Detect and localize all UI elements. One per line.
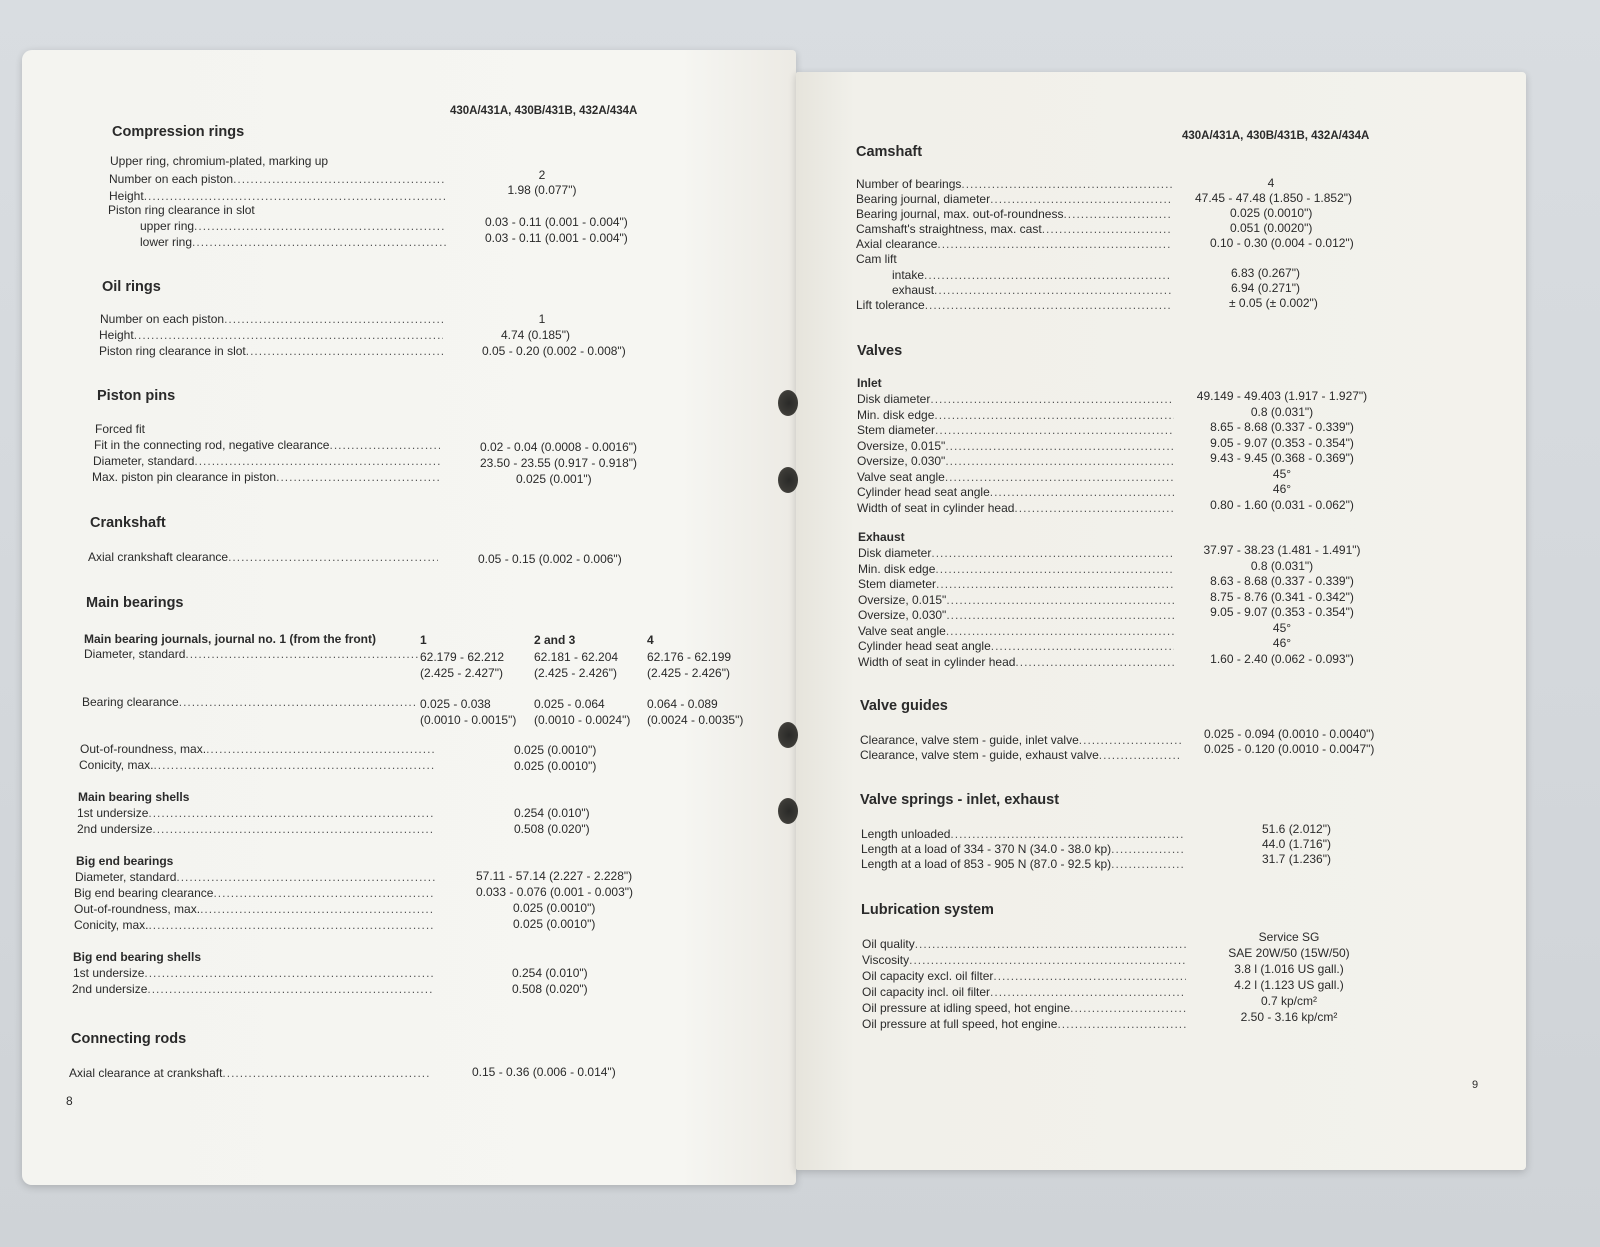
- subsection-title: Main bearing shells: [78, 790, 190, 804]
- spec-label: Clearance, valve stem - guide, inlet valve .....: [860, 733, 1182, 747]
- spec-value: 0.064 - 0.089: [647, 697, 718, 711]
- binder-hole: [778, 722, 798, 748]
- spec-value: 0.05 - 0.15 (0.002 - 0.006"): [478, 552, 622, 566]
- spec-value: 0.80 - 1.60 (0.031 - 0.062"): [1210, 497, 1354, 512]
- subsection-title: Big end bearing shells: [73, 950, 202, 964]
- spec-label: Axial clearance at crankshaft .....: [69, 1066, 431, 1080]
- spec-label: Min. disk edge .....: [858, 562, 1174, 576]
- spec-value: 51.6 (2.012"): [1262, 822, 1331, 836]
- spec-value: (2.425 - 2.426"): [534, 666, 617, 680]
- spec-value: 0.508 (0.020"): [512, 982, 588, 996]
- spec-label: Bearing journal, max. out-of-roundness .....: [856, 207, 1172, 221]
- spec-value: 44.0 (1.716"): [1262, 837, 1331, 851]
- spec-value: 8.75 - 8.76 (0.341 - 0.342"): [1210, 589, 1354, 604]
- spec-label: Number of bearings .....: [856, 177, 1172, 191]
- spec-line: Upper ring, chromium-plated, marking up: [110, 154, 329, 168]
- spec-value: 62.176 - 62.199: [647, 650, 732, 664]
- spec-label: Width of seat in cylinder head .....: [858, 655, 1174, 669]
- spec-label: 1st undersize .....: [73, 966, 434, 980]
- spec-value: 62.179 - 62.212: [420, 650, 505, 664]
- spec-value: 0.025 - 0.094 (0.0010 - 0.0040"): [1204, 727, 1375, 741]
- page-number: 9: [1472, 1079, 1479, 1091]
- spec-value: 9.05 - 9.07 (0.353 - 0.354"): [1210, 605, 1354, 619]
- spec-value: SAE 20W/50 (15W/50): [1228, 946, 1350, 960]
- spec-label: Oil pressure at full speed, hot engine .....: [862, 1017, 1186, 1031]
- subsection-title-exhaust: Exhaust: [858, 530, 905, 544]
- column-header: 2 and 3: [534, 633, 576, 647]
- spec-value: Service SG: [1258, 930, 1320, 944]
- spec-value: 47.45 - 47.48 (1.850 - 1.852"): [1195, 191, 1353, 205]
- spec-value: 0.025 (0.0010"): [514, 743, 597, 757]
- spec-value: 2: [538, 168, 546, 182]
- spec-label: 2nd undersize .....: [77, 822, 435, 836]
- spec-label: Disk diameter .....: [858, 546, 1174, 560]
- spec-label: Oversize, 0.030" .....: [858, 608, 1174, 622]
- page-number: 8: [66, 1094, 73, 1108]
- section-title-main-bearings: Main bearings: [86, 595, 184, 611]
- spec-label: intake .....: [892, 268, 1172, 282]
- column-header: 4: [647, 633, 654, 647]
- spec-value: (2.425 - 2.427"): [420, 666, 503, 680]
- spec-label: Conicity, max. .....: [79, 758, 435, 772]
- section-title-valve-springs: Valve springs - inlet, exhaust: [860, 792, 1060, 808]
- spec-value: 62.181 - 62.204: [534, 650, 619, 664]
- section-title-valves: Valves: [857, 343, 903, 359]
- spec-label: Lift tolerance .....: [856, 298, 1172, 312]
- spec-label: Oil capacity incl. oil filter .....: [862, 985, 1186, 999]
- spec-value: 2.50 - 3.16 kp/cm²: [1240, 1010, 1338, 1024]
- spec-label: Axial crankshaft clearance .....: [88, 550, 438, 564]
- spec-line: Cam lift: [856, 252, 897, 266]
- spec-value: 0.254 (0.010"): [514, 806, 590, 820]
- spec-label: Oversize, 0.015" .....: [857, 439, 1174, 453]
- spec-value: 3.8 l (1.016 US gall.): [1234, 962, 1344, 976]
- spec-value: 23.50 - 23.55 (0.917 - 0.918"): [480, 456, 638, 470]
- section-title-compression-rings: Compression rings: [112, 124, 245, 140]
- spec-value: 37.97 - 38.23 (1.481 - 1.491"): [1203, 543, 1361, 557]
- section-title-camshaft: Camshaft: [856, 144, 923, 160]
- spec-label: Axial clearance .....: [856, 237, 1172, 251]
- section-title-oil-rings: Oil rings: [102, 279, 161, 295]
- spec-value: (0.0010 - 0.0015"): [420, 713, 517, 727]
- spec-label: Clearance, valve stem - guide, exhaust valve .....: [860, 748, 1182, 762]
- spec-value: 0.025 (0.0010"): [514, 759, 597, 773]
- spec-label: 1st undersize .....: [77, 806, 435, 820]
- spec-value: 0.254 (0.010"): [512, 966, 588, 980]
- spec-value: 0.03 - 0.11 (0.001 - 0.004"): [485, 231, 628, 245]
- spec-value: (2.425 - 2.426"): [647, 666, 730, 680]
- spec-line: Forced fit: [95, 422, 146, 436]
- section-title-crankshaft: Crankshaft: [90, 515, 166, 531]
- spec-label: Number on each piston .....: [109, 172, 446, 186]
- spec-label: Oversize, 0.030" .....: [857, 454, 1174, 468]
- spec-label: Viscosity .....: [862, 953, 1186, 967]
- spec-value: 0.05 - 0.20 (0.002 - 0.008"): [482, 344, 626, 358]
- spec-value: ± 0.05 (± 0.002"): [1229, 296, 1318, 310]
- spec-label: Disk diameter .....: [857, 392, 1174, 406]
- spec-value: (0.0024 - 0.0035"): [647, 713, 744, 727]
- spec-label: Min. disk edge .....: [857, 408, 1174, 422]
- spec-value: 0.8 (0.031"): [1250, 558, 1314, 573]
- spec-value: (0.0010 - 0.0024"): [534, 713, 631, 727]
- spec-value: 0.8 (0.031"): [1250, 404, 1314, 419]
- spec-value: 0.02 - 0.04 (0.0008 - 0.0016"): [480, 440, 638, 454]
- spec-label: Out-of-roundness, max. .....: [80, 742, 435, 756]
- page-header: 430A/431A, 430B/431B, 432A/434A: [450, 105, 638, 117]
- spec-label: Valve seat angle .....: [858, 624, 1174, 638]
- spec-label: Length unloaded .....: [861, 827, 1184, 841]
- spec-label: Stem diameter .....: [858, 577, 1174, 591]
- spec-label: Camshaft's straightness, max. cast .....: [856, 222, 1172, 236]
- subsection-title-inlet: Inlet: [857, 376, 882, 390]
- spec-label: Big end bearing clearance .....: [74, 886, 435, 900]
- spec-value: 0.025 - 0.120 (0.0010 - 0.0047"): [1204, 742, 1375, 756]
- spec-value: 0.508 (0.020"): [514, 822, 590, 836]
- spec-label: Cylinder head seat angle .....: [858, 639, 1174, 653]
- spec-label: Width of seat in cylinder head .....: [857, 501, 1174, 515]
- spec-value: 0.033 - 0.076 (0.001 - 0.003"): [476, 885, 634, 899]
- spec-label: Diameter, standard .....: [93, 454, 440, 468]
- spec-value: 6.94 (0.271"): [1231, 281, 1300, 295]
- spec-label: Valve seat angle .....: [857, 470, 1174, 484]
- spec-line: Piston ring clearance in slot: [108, 203, 255, 217]
- spec-value: 0.10 - 0.30 (0.004 - 0.012"): [1210, 236, 1354, 250]
- spec-value: 0.025 (0.0010"): [513, 901, 596, 915]
- spec-value: 46°: [1272, 636, 1292, 650]
- binder-hole: [778, 467, 798, 493]
- spec-value: 4: [1267, 176, 1275, 190]
- spec-value: 0.03 - 0.11 (0.001 - 0.004"): [485, 215, 628, 229]
- spec-value: 0.7 kp/cm²: [1260, 994, 1317, 1008]
- column-header: 1: [420, 633, 427, 647]
- spec-label: Height .....: [109, 189, 446, 203]
- section-title-connecting-rods: Connecting rods: [71, 1031, 187, 1047]
- spec-value: 1.60 - 2.40 (0.062 - 0.093"): [1210, 651, 1354, 666]
- spec-value: 57.11 - 57.14 (2.227 - 2.228"): [476, 869, 633, 883]
- spec-label: Bearing journal, diameter .....: [856, 192, 1172, 206]
- spec-label: Number on each piston .....: [100, 312, 443, 326]
- subsection-title: Main bearing journals, journal no. 1 (from the front): [84, 632, 377, 646]
- right-page: [796, 72, 1526, 1170]
- spec-value: 9.05 - 9.07 (0.353 - 0.354"): [1210, 435, 1354, 450]
- spec-label: Cylinder head seat angle .....: [857, 485, 1174, 499]
- spec-value: 46°: [1272, 482, 1292, 496]
- spec-label: 2nd undersize .....: [72, 982, 434, 996]
- spec-label: Oil capacity excl. oil filter .....: [862, 969, 1186, 983]
- spec-label: Piston ring clearance in slot .....: [99, 344, 443, 358]
- spec-value: 1: [538, 312, 546, 326]
- spec-label: Oil quality .....: [862, 937, 1186, 951]
- spec-value: 4.74 (0.185"): [501, 328, 570, 342]
- left-page: [22, 50, 796, 1185]
- spec-label: Diameter, standard .....: [84, 647, 418, 661]
- spec-value: 1.98 (0.077"): [507, 183, 577, 197]
- spec-value: 45°: [1272, 620, 1292, 635]
- spec-value: 0.025 (0.0010"): [1230, 206, 1313, 220]
- spec-label: Fit in the connecting rod, negative clearance .....: [94, 438, 440, 452]
- section-title-piston-pins: Piston pins: [97, 388, 176, 404]
- spec-label: Oil pressure at idling speed, hot engine .....: [862, 1001, 1186, 1015]
- spec-value: 0.051 (0.0020"): [1230, 221, 1313, 235]
- spec-label: upper ring .....: [140, 219, 446, 233]
- spec-value: 8.63 - 8.68 (0.337 - 0.339"): [1210, 574, 1354, 588]
- spec-label: Length at a load of 853 - 905 N (87.0 - 92.5 kp) .....: [861, 857, 1184, 871]
- section-title-valve-guides: Valve guides: [860, 698, 948, 714]
- spec-label: Stem diameter .....: [857, 423, 1174, 437]
- spec-value: 9.43 - 9.45 (0.368 - 0.369"): [1210, 451, 1354, 465]
- spec-label: Bearing clearance .....: [82, 695, 417, 709]
- spec-value: 8.65 - 8.68 (0.337 - 0.339"): [1210, 420, 1354, 434]
- spec-label: Out-of-roundness, max. .....: [74, 902, 435, 916]
- spec-value: 0.025 - 0.064: [534, 697, 605, 711]
- spec-label: Length at a load of 334 - 370 N (34.0 - 38.0 kp) .....: [861, 842, 1184, 856]
- binder-hole: [778, 390, 798, 416]
- page-header: 430A/431A, 430B/431B, 432A/434A: [1182, 130, 1370, 142]
- spec-value: 49.149 - 49.403 (1.917 - 1.927"): [1196, 389, 1368, 403]
- section-title-lubrication: Lubrication system: [861, 902, 994, 918]
- spec-value: 0.025 (0.0010"): [513, 917, 596, 931]
- subsection-title-big-end-bearings: Big end bearings: [76, 854, 174, 868]
- binder-hole: [778, 798, 798, 824]
- spec-label: Conicity, max. .....: [74, 918, 435, 932]
- spec-label: exhaust .....: [892, 283, 1172, 297]
- spec-value: 6.83 (0.267"): [1231, 266, 1300, 280]
- spec-value: 0.15 - 0.36 (0.006 - 0.014"): [472, 1065, 616, 1079]
- spec-label: Oversize, 0.015" .....: [858, 593, 1174, 607]
- spec-label: Max. piston pin clearance in piston .....: [92, 470, 440, 484]
- spec-value: 45°: [1272, 466, 1292, 481]
- spec-label: Height .....: [99, 328, 443, 342]
- spec-label: lower ring .....: [140, 235, 446, 249]
- spec-value: 4.2 l (1.123 US gall.): [1234, 978, 1344, 992]
- spec-value: 0.025 - 0.038: [420, 697, 491, 711]
- spec-value: 0.025 (0.001"): [516, 472, 592, 486]
- spec-label: Diameter, standard .....: [75, 870, 435, 884]
- spec-value: 31.7 (1.236"): [1262, 852, 1331, 866]
